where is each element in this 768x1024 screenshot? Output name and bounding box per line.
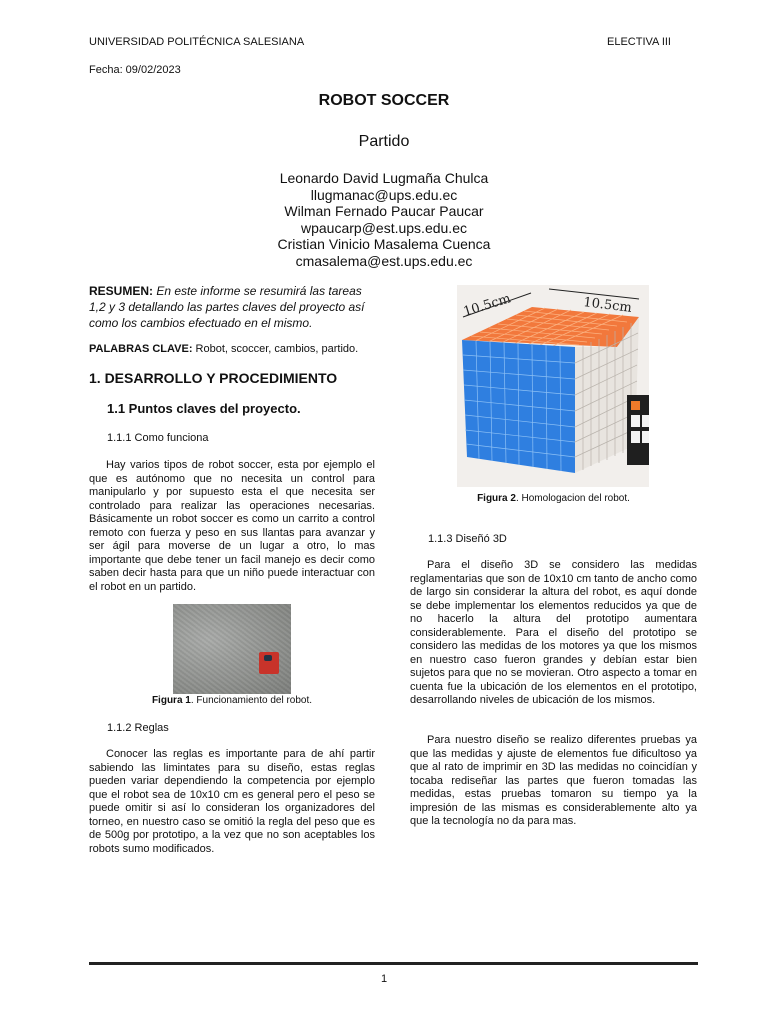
paragraph-pruebas: Para nuestro diseño se realizo diferentes pruebas ya que las medidas y ajuste de elementos fue dificultoso ya que al rato de imprimir en 3D las medidas no coincidían y tocaba rediseñar las partes que fueron tomadas las medidas, estas pruebas tomaron su tiempo ya la impresión de las mismas es considerablemente alto ya que la tecnología no da para mas. <box>410 734 697 827</box>
author-email: wpaucarp@est.ups.edu.ec <box>301 219 467 236</box>
dimension-label-right: 10.5cm <box>582 295 633 316</box>
keywords-text: Robot, scoccer, cambios, partido. <box>195 343 359 355</box>
paper-subtitle: Partido <box>358 133 410 150</box>
figure-2-text: . Homologacion del robot. <box>515 493 630 504</box>
paragraph-como-funciona: Hay varios tipos de robot soccer, esta por ejemplo el que es autónomo que no necesita un control para manipularlo y por supuesto esta el que necesita ser controlado para realizar las operaciones necesarias. Básicamente un robot soccer es como un carrito a control remoto con fuerza y peso en sus llantas para avanzar y ser ágil para moverse de un lugar a otro, lo mas importante que debe tener un facil manejo es decir como saben decir hasta para que un niño puede interactuar con el robot en un partido. <box>89 459 375 593</box>
author-name: Cristian Vinicio Masalema Cuenca <box>277 236 491 252</box>
subsubsection-heading: 1.1.3 Diseñó 3D <box>428 533 507 545</box>
author-list <box>0 170 768 269</box>
robot-photo <box>259 652 279 674</box>
footer-rule <box>89 962 698 965</box>
section-heading: 1. DESARROLLO Y PROCEDIMIENTO <box>89 370 338 386</box>
figure-1-label: Figura 1 <box>151 695 191 706</box>
figure-1-caption <box>89 695 375 706</box>
author-name: Wilman Fernado Paucar Paucar <box>284 203 484 219</box>
page-number: 1 <box>380 973 388 985</box>
header-institution: UNIVERSIDAD POLITÉCNICA SALESIANA <box>89 36 305 48</box>
author-email: cmasalema@est.ups.edu.ec <box>295 252 473 269</box>
cube-illustration <box>457 285 649 487</box>
figure-1-text: . Funcionamiento del robot. <box>190 695 313 706</box>
abstract-label: RESUMEN: <box>89 284 154 298</box>
figure-2-image <box>457 285 649 487</box>
author-email: llugmanac@ups.edu.ec <box>310 186 458 203</box>
document-date: Fecha: 09/02/2023 <box>89 64 181 76</box>
figure-2-caption <box>410 493 697 504</box>
dimension-label-left: 10.5cm <box>461 291 513 320</box>
subsubsection-heading: 1.1.2 Reglas <box>107 722 169 734</box>
figure-2-label: Figura 2 <box>477 493 516 504</box>
abstract-text: En este informe se resumirá las tareas 1,2 y 3 detallando las partes claves del proyecto así como los cambios efectuado en el mismo. <box>89 284 365 330</box>
subsubsection-heading: 1.1.1 Como funciona <box>107 432 209 444</box>
keywords <box>89 343 375 355</box>
keywords-label: PALABRAS CLAVE: <box>89 343 193 355</box>
paragraph-reglas: Conocer las reglas es importante para de ahí partir sabiendo las limintates para su diseño, estas reglas pueden variar dependiendo la competencia por ejemplo que el robot sea de 10x10 cm es general pero el peso se puede omitir si así lo consideran los organizadores del torneo, en nuestro caso se omitió la regla del peso que es de 500g por prototipo, a la vez que no son aceptables los robots sumo modificados. <box>89 748 375 855</box>
paragraph-diseno-3d: Para el diseño 3D se considero las medidas reglamentarias que son de 10x10 cm tanto de ancho como de largo sin considerar la altura del robot, es aquí donde se debe implementar los elementos reducidos ya que de no hacerlo la altura del prototipo aumentara considerablemente. Para el diseño del prototipo se considero las medidas de los motores ya que los mismos en nuestro caso fueron grandes y debían estar bien sujetos para que no se movieran. Otro aspecto a tomar en cuenta fue la ubicación de los elementos en el prototipo, desarrollando niveles de ubicación de los mismos. <box>410 559 697 706</box>
paper-title: ROBOT SOCCER <box>318 92 450 109</box>
subsection-heading: 1.1 Puntos claves del proyecto. <box>107 401 301 416</box>
figure-1-image <box>173 604 291 694</box>
header-course: ELECTIVA III <box>607 36 671 48</box>
author-name: Leonardo David Lugmaña Chulca <box>279 170 489 186</box>
abstract <box>89 283 375 331</box>
